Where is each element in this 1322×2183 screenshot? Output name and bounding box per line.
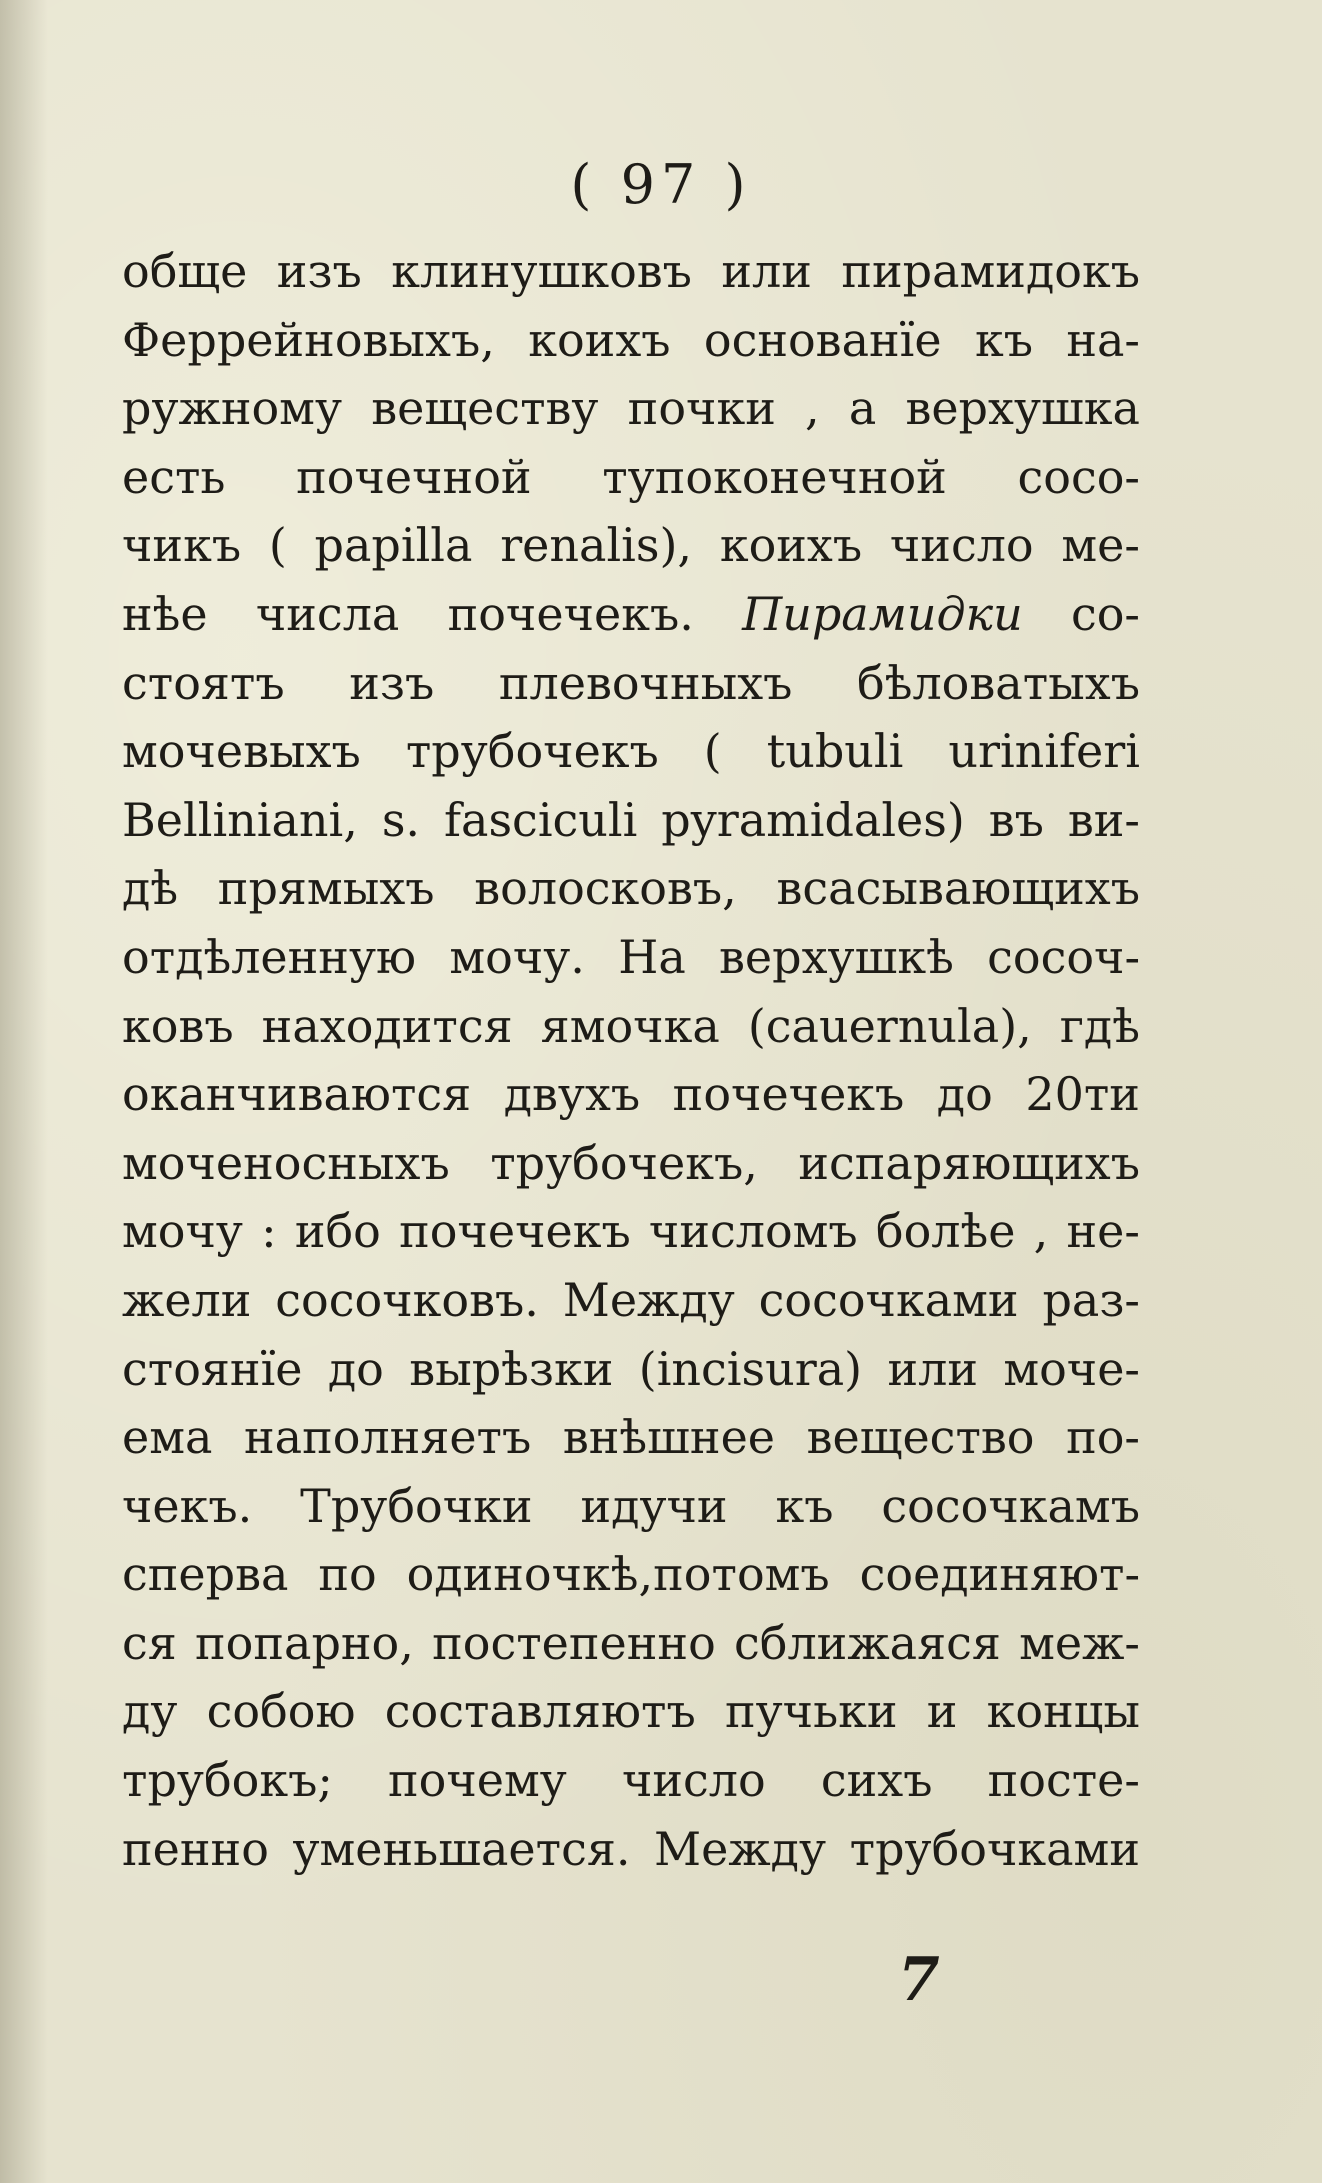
text-line: мочу : ибо почечекъ числомъ болѣе , не- [122, 1204, 1140, 1259]
text-line: Феррейновыхъ, коихъ основанїе къ на- [122, 312, 1140, 367]
text-line: мочевыхъ трубочекъ ( tubuli uriniferi [122, 724, 1140, 779]
signature-mark: 7 [898, 1945, 940, 2015]
text-line: общe изъ клинушковъ или пирамидокъ [122, 244, 1140, 298]
text-line: сперва по одиночкѣ,потомъ соединяют- [122, 1547, 1140, 1602]
text-line: дѣ прямыхъ волосковъ, всасывающихъ [122, 861, 1140, 916]
text-line: есть почечной тупоконечной сосо- [122, 449, 1140, 504]
text-line: ду собою составляютъ пучьки и концы [122, 1684, 1140, 1739]
text-line: ковъ находится ямочка (cauernula), гдѣ [122, 998, 1140, 1053]
body-text [122, 237, 1140, 1883]
text-line: отдѣленную мочу. На верхушкѣ сосоч- [122, 929, 1140, 984]
text-line: ружному веществу почки , а верхушка [122, 381, 1140, 436]
text-line: ема наполняетъ внѣшнее вещество по- [122, 1410, 1140, 1465]
spine-shadow [0, 0, 48, 2183]
text-line: Belliniani, s. fasciculi pyramidales) въ ви- [122, 792, 1140, 847]
text-line: моченосныхъ трубочекъ, испаряющихъ [122, 1135, 1140, 1190]
text-line: чикъ ( papilla renalis), коихъ число ме- [122, 518, 1140, 573]
text-line: чекъ. Трубочки идучи къ сосочкамъ [122, 1478, 1140, 1533]
text-line: ся попарно, постепенно сближаяся меж- [122, 1615, 1140, 1670]
text-line: нѣе числа почечекъ. Пирамидки со- [122, 586, 1140, 641]
text-line: стоятъ изъ плевочныхъ бѣловатыхъ [122, 655, 1140, 710]
text-line: оканчиваются двухъ почечекъ до 20ти [122, 1067, 1140, 1122]
text-line: стоянїе до вырѣзки (incisura) или моче- [122, 1341, 1140, 1396]
text-line: трубокъ; почему число сихъ посте- [122, 1753, 1140, 1808]
text-line: жели сосочковъ. Между сосочками раз- [122, 1272, 1140, 1327]
page-number-header: ( 97 ) [570, 153, 752, 216]
text-line: пенно уменьшается. Между трубочками [122, 1821, 1140, 1876]
